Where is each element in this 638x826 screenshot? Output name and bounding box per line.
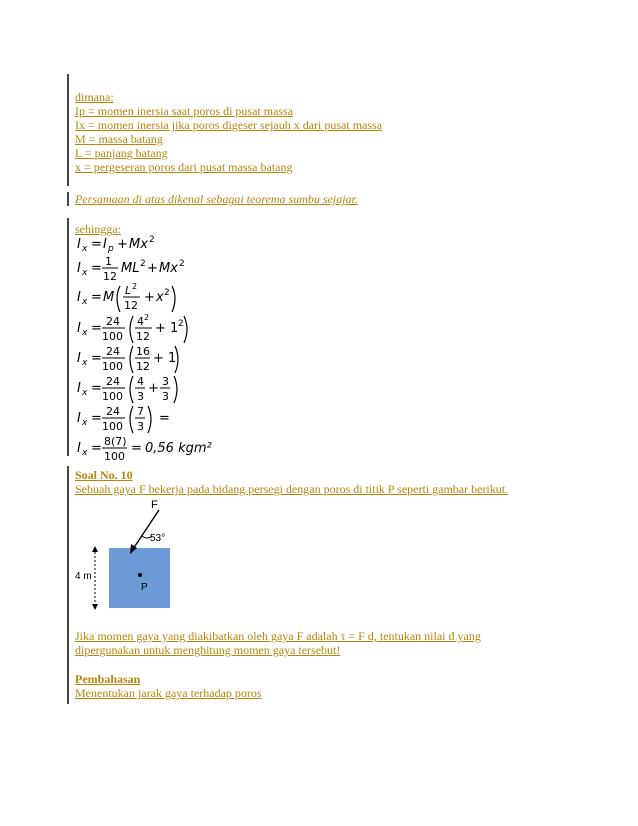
svg-text:2: 2: [178, 319, 184, 329]
svg-text:12: 12: [103, 270, 117, 283]
definition-line-l: L = panjang batang: [75, 146, 168, 160]
force-arrow: [131, 510, 159, 552]
svg-text:=: =: [91, 351, 102, 366]
svg-text:=: =: [91, 381, 102, 396]
problem-question-line-1: Jika momen gaya yang diakibatkan oleh gaya F adalah τ = F d, tentukan nilai d yang: [75, 629, 481, 643]
svg-text:I: I: [77, 261, 81, 276]
svg-text:2: 2: [132, 282, 138, 291]
svg-text:24: 24: [106, 405, 120, 418]
svg-text:2: 2: [149, 235, 155, 245]
svg-text:12: 12: [136, 330, 150, 343]
svg-text:L: L: [125, 284, 132, 297]
solution-title: Pembahasan: [75, 672, 141, 686]
svg-text:3: 3: [162, 375, 169, 388]
svg-text:x: x: [82, 328, 88, 338]
equation-line-4: [75, 312, 205, 346]
svg-text:3: 3: [137, 390, 144, 403]
svg-text:+: +: [117, 237, 128, 252]
svg-text:x: x: [82, 297, 88, 307]
square-plate: [109, 548, 170, 608]
svg-text:x: x: [82, 388, 88, 398]
svg-text:+ 1: + 1: [153, 351, 177, 366]
svg-text:x: x: [82, 244, 88, 254]
theorem-note: Persamaan di atas dikenal sebagai teorema sumbu sejajar.: [75, 192, 358, 206]
force-label: F: [151, 499, 158, 511]
svg-text:3: 3: [137, 420, 144, 433]
svg-text:100: 100: [104, 450, 125, 463]
derivation-heading: sehingga:: [75, 222, 121, 236]
svg-text:=: =: [91, 290, 102, 305]
svg-text:2: 2: [164, 288, 170, 298]
definition-line-x: x = pergeseran poros dari pusat massa batang: [75, 160, 293, 174]
svg-text:x: x: [156, 290, 164, 305]
svg-text:x: x: [82, 448, 88, 458]
margin-bar: [67, 466, 69, 704]
svg-text:=: =: [159, 411, 170, 426]
svg-text:M: M: [103, 290, 115, 305]
solution-step-1: Menentukan jarak gaya terhadap poros: [75, 686, 262, 700]
svg-text:I: I: [77, 411, 81, 426]
svg-text:=: =: [131, 441, 142, 456]
svg-text:3: 3: [162, 390, 169, 403]
problem-statement: Sebuah gaya F bekerja pada bidang persegi dengan poros di titik P seperti gambar berikut.: [75, 482, 509, 496]
margin-bar: [67, 218, 69, 456]
equation-line-8: [75, 432, 235, 466]
margin-bar: [67, 192, 69, 206]
equation-line-6: [75, 372, 205, 406]
definitions-heading: dimana:: [75, 90, 114, 104]
svg-text:I: I: [77, 290, 81, 305]
problem-question-line-2: dipergunakan untuk menghitung momen gaya tersebut!: [75, 643, 341, 657]
svg-text:I: I: [103, 237, 107, 252]
svg-text:=: =: [91, 441, 102, 456]
svg-text:4: 4: [137, 315, 144, 328]
svg-text:=: =: [91, 411, 102, 426]
equation-result: 0,56 kgm²: [145, 441, 212, 456]
svg-text:24: 24: [106, 375, 120, 388]
svg-text:24: 24: [106, 345, 120, 358]
problem-title: Soal No. 10: [75, 468, 133, 482]
svg-text:x: x: [82, 418, 88, 428]
margin-bar: [67, 74, 69, 186]
svg-text:+: +: [144, 290, 155, 305]
svg-text:7: 7: [137, 405, 144, 418]
svg-text:2: 2: [179, 259, 185, 269]
side-length-label: 4 m: [75, 571, 92, 582]
svg-text:x: x: [82, 268, 88, 278]
svg-text:=: =: [91, 321, 102, 336]
definition-line-m: M = massa batang: [75, 132, 163, 146]
angle-label: 53°: [150, 533, 166, 544]
svg-text:I: I: [77, 351, 81, 366]
equation-line-1: [75, 232, 195, 254]
svg-text:I: I: [77, 321, 81, 336]
svg-text:100: 100: [102, 390, 123, 403]
svg-text:p: p: [108, 244, 114, 254]
dimension-arrow-bottom: [92, 604, 98, 610]
svg-text:100: 100: [102, 330, 123, 343]
force-diagram: [75, 496, 185, 616]
svg-text:+: +: [148, 381, 159, 396]
svg-text:12: 12: [124, 299, 138, 312]
svg-text:I: I: [77, 381, 81, 396]
svg-text:=: =: [91, 237, 102, 252]
svg-text:24: 24: [106, 315, 120, 328]
svg-text:12: 12: [136, 360, 150, 373]
svg-text:4: 4: [137, 375, 144, 388]
svg-text:100: 100: [102, 420, 123, 433]
dimension-arrow-top: [92, 546, 98, 552]
svg-text:Mx: Mx: [129, 237, 148, 252]
svg-text:2: 2: [144, 313, 150, 322]
svg-text:ML: ML: [121, 261, 140, 276]
equation-line-5: [75, 342, 205, 376]
svg-text:100: 100: [102, 360, 123, 373]
svg-text:+ 1: + 1: [155, 321, 179, 336]
svg-text:I: I: [77, 441, 81, 456]
pivot-label: P: [141, 582, 148, 593]
svg-text:1: 1: [105, 255, 112, 268]
svg-text:8(7): 8(7): [104, 435, 127, 448]
equation-line-3: [75, 280, 205, 316]
svg-text:16: 16: [136, 345, 150, 358]
svg-text:I: I: [77, 237, 81, 252]
svg-text:2: 2: [140, 259, 146, 269]
svg-text:=: =: [91, 261, 102, 276]
svg-text:Mx: Mx: [159, 261, 178, 276]
svg-text:+: +: [147, 261, 158, 276]
pivot-point: [138, 573, 142, 577]
definition-line-ix: Ix = momen inersia jika poros digeser sejauh x dari pusat massa: [75, 118, 383, 132]
definition-line-ip: Ip = momen inersia saat poros di pusat massa: [75, 104, 294, 118]
equation-line-7: [75, 402, 205, 436]
svg-text:x: x: [82, 358, 88, 368]
